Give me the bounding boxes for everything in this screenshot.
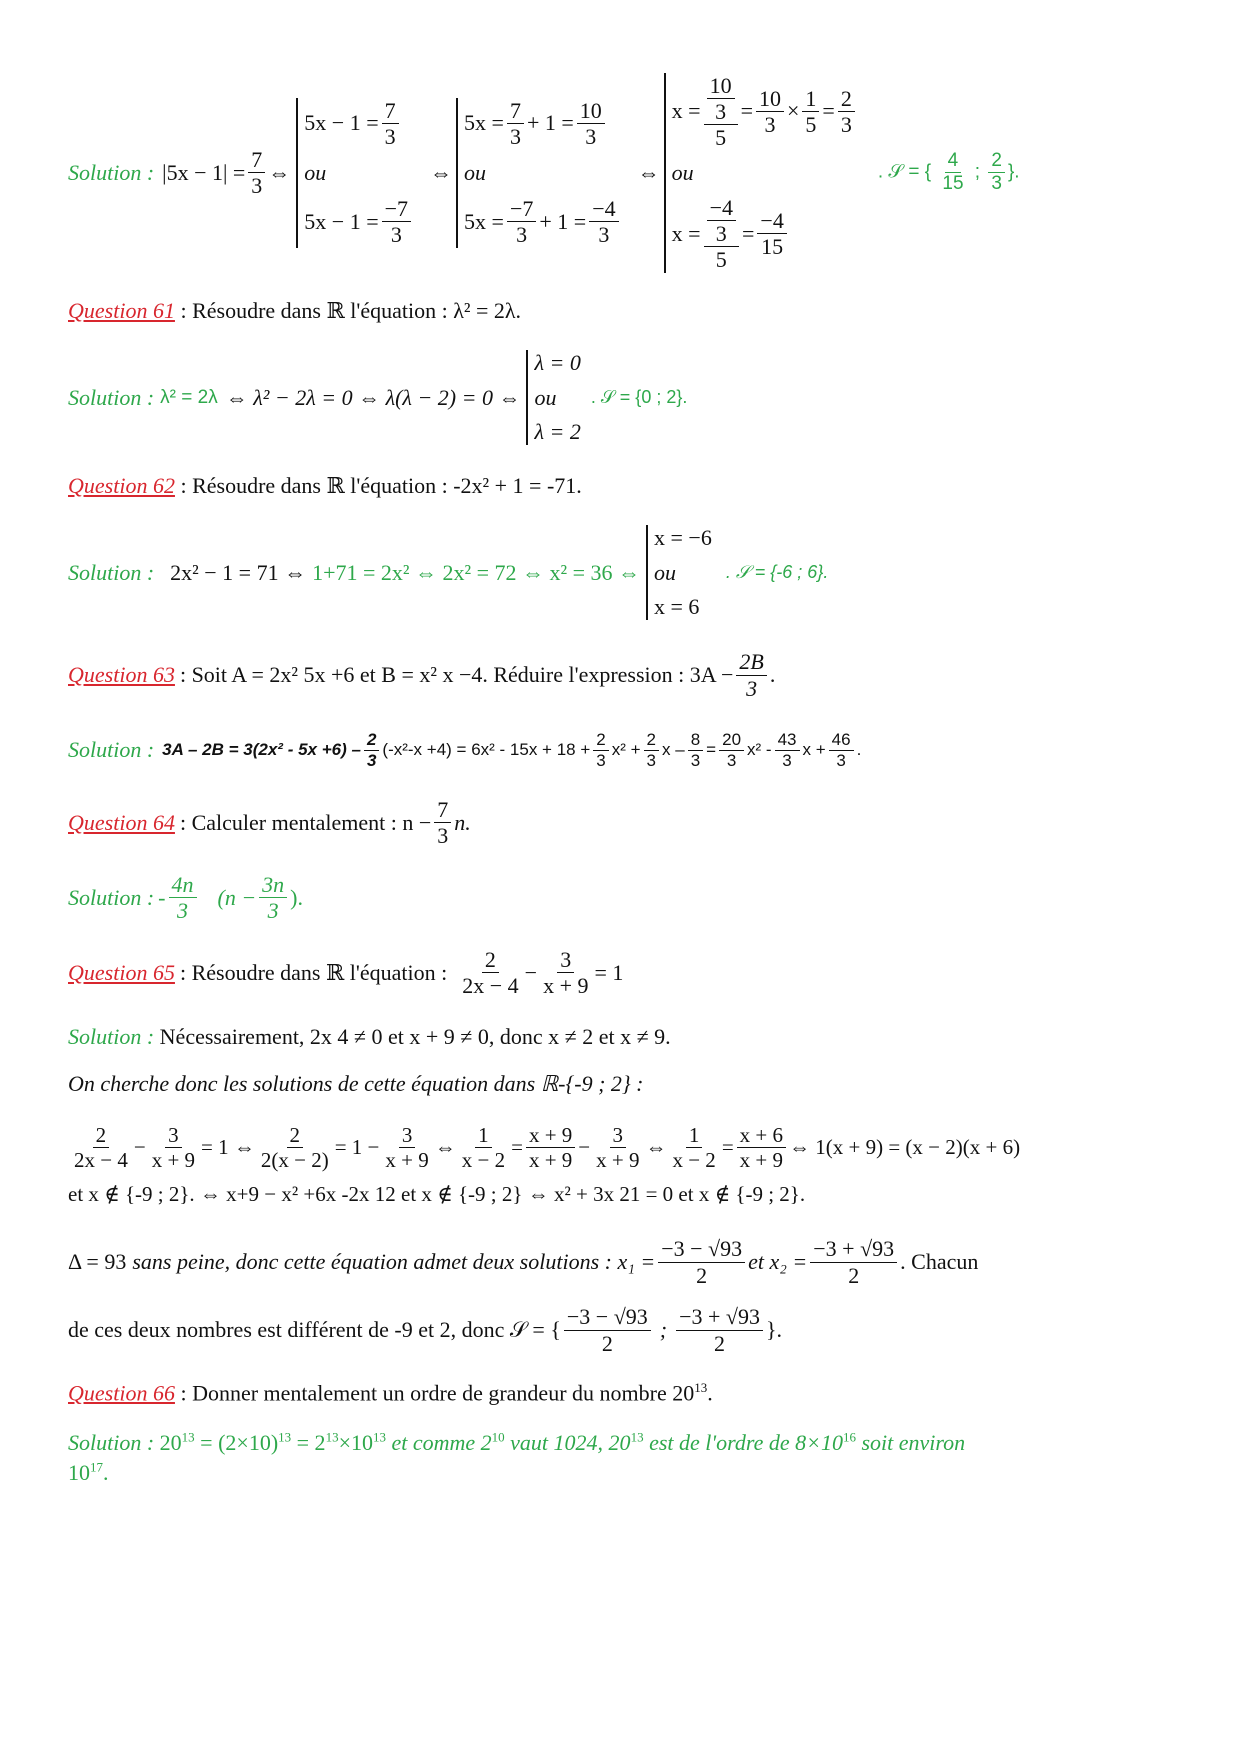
equivalence-symbol: ⇔ bbox=[430, 159, 453, 185]
equivalence-symbol: ⇔ bbox=[637, 159, 660, 185]
solution-label: Solution : bbox=[68, 1430, 155, 1455]
solution-set: . 𝒮 = {-6 ; 6}. bbox=[725, 562, 829, 582]
solution-label: Solution : bbox=[68, 1024, 155, 1049]
fraction: $\frac{7}{3}$ bbox=[248, 147, 265, 199]
solution-64: Solution : - $\frac{4n}{3}$ (n − $\frac{3n}{3}$ ). bbox=[68, 871, 303, 923]
question-61 bbox=[68, 298, 521, 324]
question-text: : Résoudre dans ℝ l'équation : λ² = 2λ. bbox=[180, 298, 522, 323]
question-66: Question 66 : Donner mentalement un ordre de grandeur du nombre $20^{13}$. bbox=[68, 1380, 713, 1406]
fraction: $\frac{7}{3}$ bbox=[434, 797, 451, 849]
solution-chain: 2x² − 1 = 71 ⇔ bbox=[170, 559, 307, 585]
solution-part: 3A – 2B = 3(2x² - 5x +6) – bbox=[162, 740, 361, 759]
solution-65 bbox=[68, 1024, 671, 1050]
solution-set: . 𝒮 = { $\frac{4}{15}$ ; $\frac{2}{3}$ }. bbox=[877, 150, 1020, 194]
solution-61 bbox=[68, 350, 687, 445]
question-62-link[interactable]: Question 62 bbox=[68, 473, 175, 498]
solution-65-delta: Δ = 93 sans peine, donc cette équation admet deux solutions : x₁ = $\frac{-3 - √93}{2}$ et x₂ = $\frac{-3 + √93}{2}$ . Chacun bbox=[68, 1236, 979, 1288]
solution-label: Solution : bbox=[68, 884, 155, 910]
solution-chain: ⇔ λ² − 2λ = 0 ⇔ λ(λ − 2) = 0 ⇔ bbox=[225, 384, 521, 410]
fraction: $\frac{3}{x + 9}$ bbox=[543, 946, 589, 998]
abs-equation: |5x − 1| = bbox=[162, 159, 246, 185]
fraction: $\frac{3n}{3}$ bbox=[259, 872, 287, 924]
solution-63: Solution : 3A – 2B = 3(2x² - 5x +6) – $\frac{2}{3}$ (-x²-x +4) = 6x² - 15x + 18 + $\frac{2}{3}$ x² + $\frac{2}{3}$ x – $\frac{8}{3}$ = $\frac{20}{3}$ x² - $\frac{43}{3}$ x + $\frac{46}{3}$ . bbox=[68, 729, 862, 770]
solution-chain-green: 1+71 = 2x² ⇔ 2x² = 72 ⇔ x² = 36 ⇔ bbox=[312, 559, 641, 585]
question-63-link[interactable]: Question 63 bbox=[68, 662, 175, 687]
question-64-link[interactable]: Question 64 bbox=[68, 809, 175, 835]
system: x = −6 ou x = 6 bbox=[646, 525, 712, 620]
question-65-link[interactable]: Question 65 bbox=[68, 959, 175, 985]
question-text: : Soit A = 2x² 5x +6 et B = x² x −4. Réduire l'expression : 3A − bbox=[179, 662, 734, 687]
solution-label: Solution : bbox=[68, 159, 155, 185]
solution-66: Solution : $20^{13} = (2\times 10)^{13} = 2^{13}\times 10^{13}$ et comme $2^{10}$ vaut 1024, $20^{13}$ est de l'ordre de $8\times 10^{16}$ soit environ $10^{17}$. bbox=[68, 1429, 966, 1485]
solution-text: Nécessairement, 2x 4 ≠ 0 et x + 9 ≠ 0, donc x ≠ 2 et x ≠ 9. bbox=[159, 1024, 671, 1049]
system-3: x = $\frac{\frac{10}{3}}{5}$ = $\frac{10}{3}$ × $\frac{1}{5}$ = $\frac{2}{3}$ ou x = $\frac{\frac{-4}{3}}{5}$ = $\frac{-4}{15}$ bbox=[664, 73, 858, 273]
question-text: : Donner mentalement un ordre de grandeur du nombre 20 bbox=[180, 1380, 695, 1406]
solution-label: Solution : bbox=[68, 737, 155, 762]
solution-60 bbox=[68, 70, 1020, 275]
question-66-link[interactable]: Question 66 bbox=[68, 1380, 175, 1406]
question-63: Question 63 : Soit A = 2x² 5x +6 et B = x² x −4. Réduire l'expression : 3A − $\frac{2B}{3}$ . bbox=[68, 649, 776, 701]
solution-set: . 𝒮 = {0 ; 2}. bbox=[590, 387, 688, 407]
system-1: 5x − 1 = $\frac{7}{3}$ ou 5x − 1 = $\frac{-7}{3}$ bbox=[296, 98, 414, 248]
question-text: : Résoudre dans ℝ l'équation : bbox=[179, 959, 448, 985]
solution-65-line2: On cherche donc les solutions de cette équation dans ℝ-{-9 ; 2} : bbox=[68, 1071, 644, 1096]
solution-65-equation-chain: $\frac{2}{2x - 4}$ − $\frac{3}{x + 9}$ = 1 ⇔ $\frac{2}{2(x - 2)}$ = 1 − $\frac{3}{x + 9}$ ⇔ $\frac{1}{x - 2}$ = $\frac{x + 9}{x + 9}$ − $\frac{3}{x + 9}$ ⇔ $\frac{1}{x - 2}$ = $\frac{x + 6}{x + 9}$ ⇔ 1(x + 9) = (x − 2)(x + 6) bbox=[74, 1122, 1021, 1172]
question-text: : Calculer mentalement : n − bbox=[179, 809, 432, 835]
system-2: 5x = $\frac{7}{3}$ + 1 = $\frac{10}{3}$ ou 5x = $\frac{-7}{3}$ + 1 = $\frac{-4}{3}$ bbox=[456, 98, 622, 248]
question-65: Question 65 : Résoudre dans ℝ l'équation : $\frac{2}{2x - 4}$ − $\frac{3}{x + 9}$ = 1 bbox=[68, 946, 624, 998]
fraction: $\frac{4n}{3}$ bbox=[169, 872, 197, 924]
system: λ = 0 ou λ = 2 bbox=[526, 350, 580, 445]
solution-label: Solution : bbox=[68, 384, 155, 410]
fraction: $\frac{2}{2x - 4}$ bbox=[462, 946, 519, 998]
equivalence-symbol: ⇔ bbox=[268, 159, 291, 185]
question-61-link[interactable]: Question 61 bbox=[68, 298, 175, 323]
solution-65-conclusion: de ces deux nombres est différent de -9 et 2, donc 𝒮 = { $\frac{-3 - √93}{2}$ ; $\frac{-3 + √93}{2}$ }. bbox=[68, 1304, 783, 1356]
solution-label: Solution : bbox=[68, 559, 155, 585]
question-64: Question 64 : Calculer mentalement : n − $\frac{7}{3}$ n. bbox=[68, 796, 471, 848]
solution-text: λ² = 2λ bbox=[160, 386, 218, 408]
question-62 bbox=[68, 473, 582, 499]
fraction: $\frac{2B}{3}$ bbox=[736, 649, 766, 701]
solution-65-line4: et x ∉ {-9 ; 2}. ⇔ x+9 − x² +6x -2x 12 et x ∉ {-9 ; 2} ⇔ x² + 3x 21 = 0 et x ∉ {-9 ; 2}. bbox=[68, 1182, 806, 1206]
question-text: : Résoudre dans ℝ l'équation : -2x² + 1 = -71. bbox=[180, 473, 582, 498]
solution-62 bbox=[68, 525, 828, 620]
